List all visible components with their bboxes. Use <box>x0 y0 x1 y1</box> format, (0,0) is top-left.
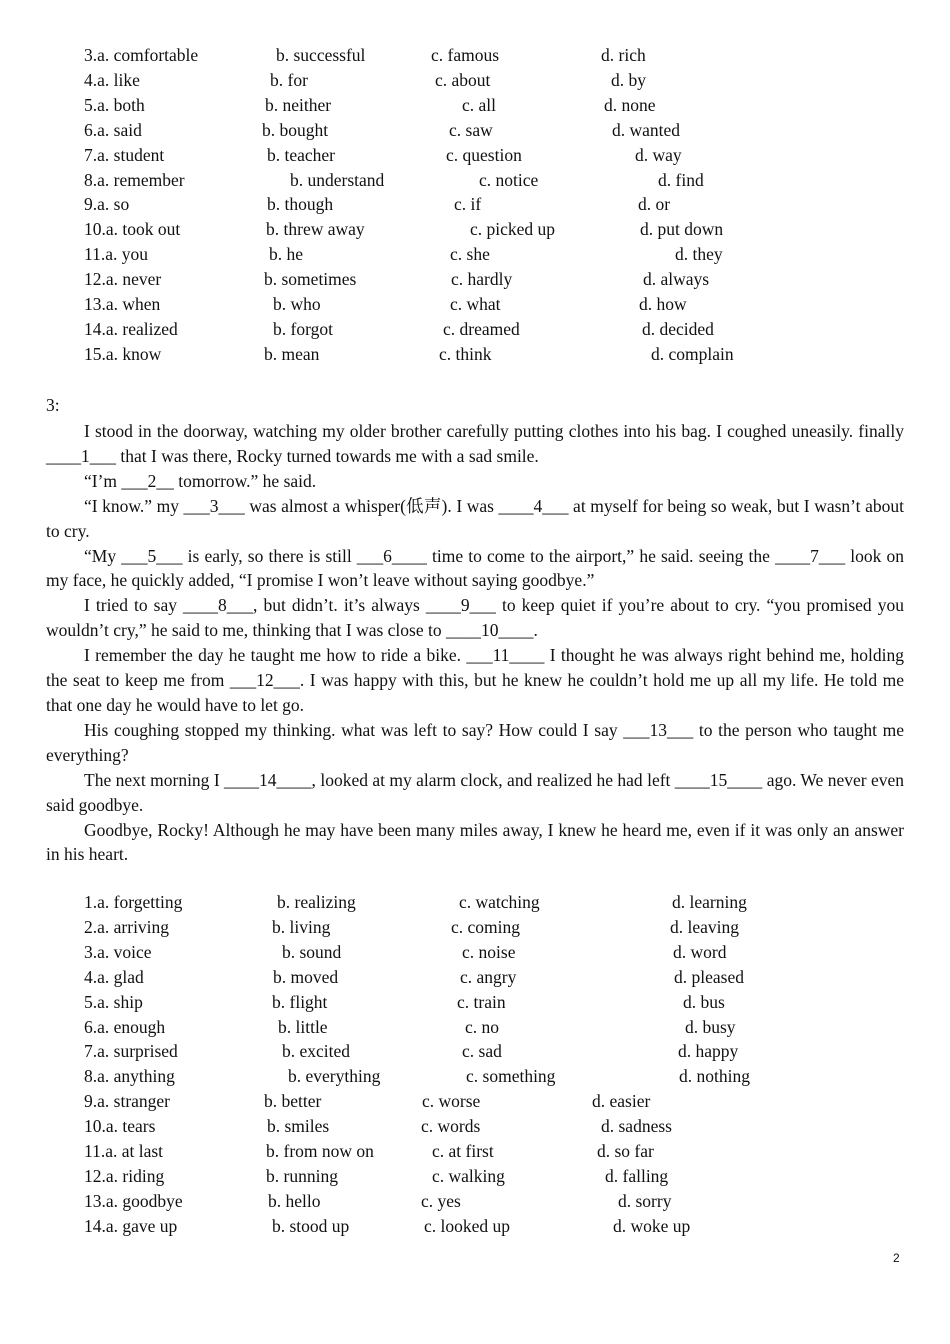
top-option-row <box>0 194 950 219</box>
option-d: d. happy <box>678 1041 739 1062</box>
option-a: 1.a. forgetting <box>84 892 183 912</box>
option-b: b. he <box>269 244 304 265</box>
option-c: c. at first <box>432 1141 494 1161</box>
option-b: b. mean <box>264 343 320 364</box>
option-a: 15.a. know <box>84 343 162 364</box>
option-c: c. all <box>462 94 497 115</box>
bottom-option-row <box>0 1141 950 1166</box>
option-d: d. sorry <box>618 1190 672 1211</box>
option-d: d. sadness <box>601 1116 672 1137</box>
option-b: b. running <box>266 1165 338 1186</box>
option-d: d. leaving <box>670 916 740 937</box>
option-a: 5.a. ship <box>84 991 143 1012</box>
bottom-option-row <box>0 892 950 917</box>
option-c: c. noise <box>462 941 516 962</box>
option-a: 7.a. surprised <box>84 1041 178 1062</box>
option-b: b. smiles <box>267 1116 330 1137</box>
option-b: b. flight <box>272 991 328 1012</box>
option-b: b. living <box>272 916 331 937</box>
option-d: d. nothing <box>679 1066 750 1087</box>
option-c: c. picked up <box>470 219 556 240</box>
option-b: b. hello <box>268 1190 321 1211</box>
option-d: d. complain <box>651 343 734 364</box>
option-d: d. falling <box>605 1165 669 1186</box>
option-b: b. neither <box>265 94 332 115</box>
passage-paragraph: I stood in the doorway, watching my older brother carefully putting clothes into his bag. I coughed uneasily. finally ____1___ that I was there, Rocky turned towards me with a sad smile. <box>46 421 904 466</box>
option-a: 13.a. goodbye <box>84 1190 183 1211</box>
bottom-option-row <box>0 917 950 942</box>
bottom-option-row <box>0 1116 950 1141</box>
option-a: 7.a. student <box>84 144 165 165</box>
option-b: b. successful <box>276 45 366 65</box>
top-option-row <box>0 70 950 95</box>
option-b: b. understand <box>290 169 385 190</box>
option-a: 10.a. took out <box>84 219 181 240</box>
option-a: 12.a. never <box>84 269 162 290</box>
option-b: b. better <box>264 1091 322 1112</box>
option-a: 13.a. when <box>84 294 161 314</box>
top-option-row <box>0 294 950 319</box>
option-b: b. stood up <box>272 1215 350 1236</box>
option-a: 9.a. stranger <box>84 1091 171 1112</box>
top-option-row <box>0 145 950 170</box>
option-b: b. teacher <box>267 144 336 165</box>
option-d: d. how <box>639 294 687 314</box>
passage-paragraph: The next morning I ____14____, looked at my alarm clock, and realized he had left ____15____ ago. We never even said goodbye. <box>46 769 904 815</box>
bottom-option-row <box>0 1166 950 1191</box>
option-a: 8.a. anything <box>84 1066 175 1087</box>
option-b: b. though <box>267 194 334 215</box>
option-b: b. who <box>273 294 321 314</box>
option-c: c. yes <box>421 1190 461 1211</box>
option-d: d. always <box>643 269 710 290</box>
option-b: b. little <box>278 1016 328 1037</box>
option-d: d. way <box>635 144 682 165</box>
option-b: b. threw away <box>266 219 365 240</box>
option-d: d. decided <box>642 318 714 339</box>
bottom-option-row <box>0 1216 950 1241</box>
option-a: 11.a. at last <box>84 1141 164 1161</box>
option-a: 5.a. both <box>84 94 145 115</box>
option-c: c. train <box>457 991 506 1012</box>
option-b: b. sometimes <box>264 269 357 290</box>
passage-paragraph: His coughing stopped my thinking. what was left to say? How could I say ___13___ to the person who taught me everything? <box>46 719 904 765</box>
option-b: b. for <box>270 69 308 90</box>
option-d: d. they <box>675 244 723 265</box>
option-c: c. looked up <box>424 1215 511 1236</box>
option-c: c. words <box>421 1116 481 1137</box>
option-d: d. so far <box>597 1141 654 1161</box>
bottom-option-row <box>0 942 950 967</box>
option-c: c. if <box>454 194 482 215</box>
option-a: 10.a. tears <box>84 1116 156 1137</box>
option-a: 12.a. riding <box>84 1165 165 1186</box>
bottom-option-row <box>0 967 950 992</box>
option-d: d. rich <box>601 45 646 65</box>
top-option-row <box>0 120 950 145</box>
option-c: c. something <box>466 1066 556 1087</box>
option-d: d. woke up <box>613 1215 691 1236</box>
bottom-option-row <box>0 1066 950 1091</box>
top-option-row <box>0 244 950 269</box>
option-d: d. easier <box>592 1091 651 1112</box>
option-c: c. walking <box>432 1165 505 1186</box>
option-d: d. find <box>658 169 704 190</box>
option-d: d. learning <box>672 892 747 912</box>
option-a: 9.a. so <box>84 194 130 215</box>
option-d: d. bus <box>683 991 725 1012</box>
passage-paragraph: “My ___5___ is early, so there is still ___6____ time to come to the airport,” he said. seeing the ____7___ look on my face, he quickly added, “I promise I won’t leave without saying goodbye.” <box>46 545 904 591</box>
option-b: b. realizing <box>277 892 356 912</box>
option-b: b. from now on <box>266 1141 374 1161</box>
option-c: c. question <box>446 144 522 165</box>
option-a: 2.a. arriving <box>84 916 170 937</box>
option-c: c. she <box>450 244 490 265</box>
option-d: d. busy <box>685 1016 736 1037</box>
option-b: b. excited <box>282 1041 351 1062</box>
option-a: 3.a. voice <box>84 941 152 962</box>
option-d: d. pleased <box>674 966 744 987</box>
option-c: c. saw <box>449 119 493 140</box>
passage <box>46 419 904 867</box>
option-c: c. notice <box>479 169 539 190</box>
option-c: c. coming <box>451 916 521 937</box>
bottom-option-row <box>0 1017 950 1042</box>
option-c: c. what <box>450 294 501 314</box>
option-a: 14.a. realized <box>84 318 178 339</box>
option-d: d. wanted <box>612 119 681 140</box>
bottom-option-row <box>0 992 950 1017</box>
option-c: c. no <box>465 1016 500 1037</box>
option-b: b. everything <box>288 1066 381 1087</box>
passage-paragraph: “I’m ___2__ tomorrow.” he said. <box>84 470 317 491</box>
option-c: c. about <box>435 69 491 90</box>
option-c: c. sad <box>462 1041 502 1062</box>
section-label: 3: <box>46 395 60 415</box>
option-a: 4.a. like <box>84 69 140 90</box>
option-b: b. bought <box>262 119 329 140</box>
option-a: 6.a. said <box>84 119 142 140</box>
option-c: c. angry <box>460 966 517 987</box>
option-a: 4.a. glad <box>84 966 144 987</box>
option-b: b. sound <box>282 941 342 962</box>
top-option-row <box>0 170 950 195</box>
option-c: c. famous <box>431 45 500 65</box>
passage-paragraph: Goodbye, Rocky! Although he may have been many miles away, I knew he heard me, even if it was only an answer in his heart. <box>46 819 904 865</box>
option-c: c. watching <box>459 892 540 912</box>
option-b: b. moved <box>273 966 339 987</box>
option-a: 14.a. gave up <box>84 1215 178 1236</box>
option-c: c. worse <box>422 1091 481 1112</box>
bottom-option-row <box>0 1091 950 1116</box>
option-b: b. forgot <box>273 318 333 339</box>
option-a: 11.a. you <box>84 244 148 265</box>
option-d: d. or <box>638 194 671 215</box>
passage-paragraph: I tried to say ____8___, but didn’t. it’s always ____9___ to keep quiet if you’re about to cry. “you promised you wouldn’t cry,” he said to me, thinking that I was close to ____10____. <box>46 595 904 641</box>
option-d: d. by <box>611 69 646 90</box>
top-option-row <box>0 95 950 120</box>
passage-paragraph: “I know.” my ___3___ was almost a whisper(低声). I was ____4___ at myself for being so weak, but I wasn’t about to cry. <box>46 495 904 541</box>
option-c: c. dreamed <box>443 318 520 339</box>
option-a: 3.a. comfortable <box>84 45 199 65</box>
option-d: d. word <box>673 941 727 962</box>
option-a: 6.a. enough <box>84 1016 166 1037</box>
option-d: d. none <box>604 94 656 115</box>
option-c: c. think <box>439 343 492 364</box>
top-option-row <box>0 269 950 294</box>
bottom-option-row <box>0 1191 950 1216</box>
bottom-option-row <box>0 1041 950 1066</box>
option-c: c. hardly <box>451 269 513 290</box>
option-d: d. put down <box>640 219 724 240</box>
top-option-row <box>0 219 950 244</box>
option-a: 8.a. remember <box>84 169 185 190</box>
page-number: 2 <box>893 1251 900 1265</box>
top-option-row <box>0 45 950 70</box>
top-option-row <box>0 319 950 344</box>
passage-paragraph: I remember the day he taught me how to ride a bike. ___11____ I thought he was always right behind me, holding the seat to keep me from ___12___. I was happy with this, but he knew he couldn’t hold me up all my life. He told me that one day he would have to let go. <box>46 645 904 715</box>
top-option-row <box>0 344 950 369</box>
